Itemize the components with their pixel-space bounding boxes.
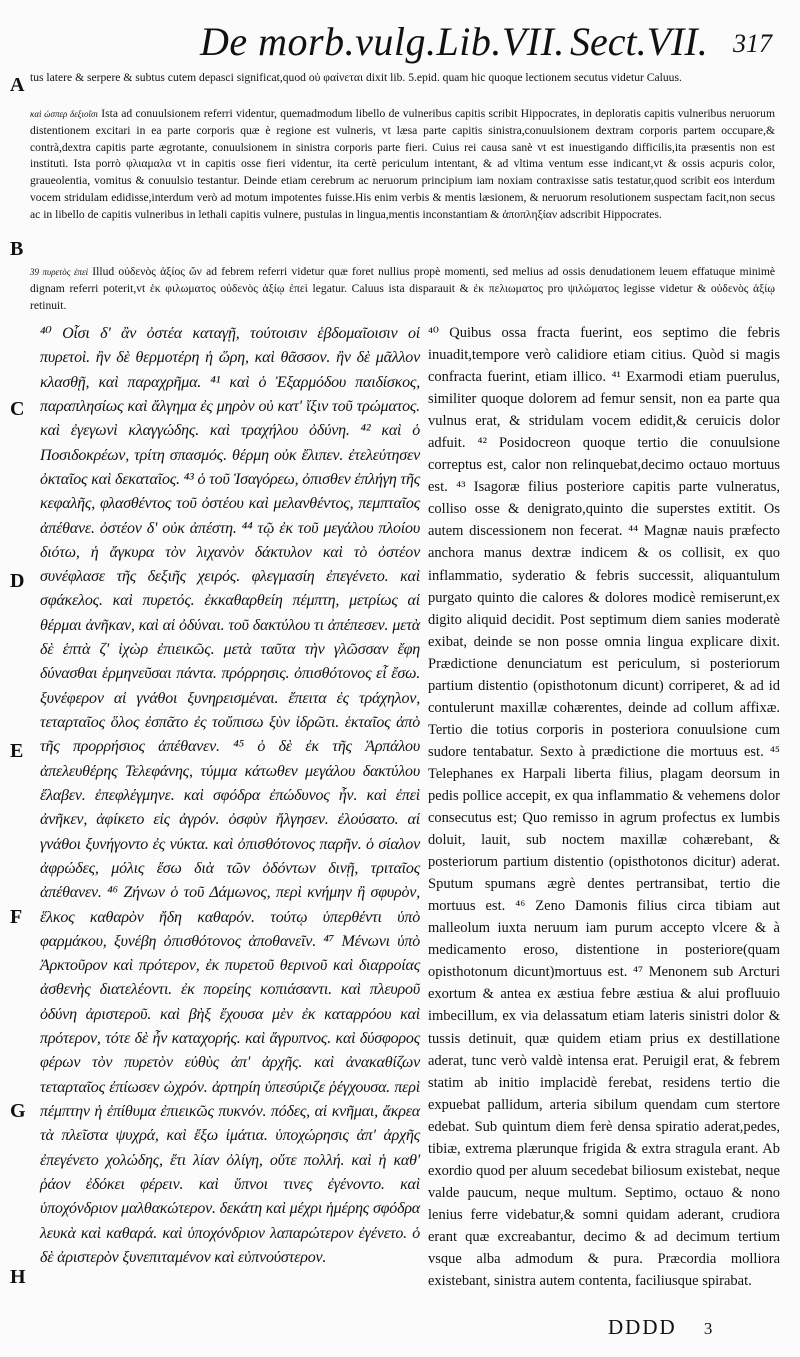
section-label: Sect.VII. (570, 19, 708, 64)
margin-letter-a: A (10, 74, 25, 96)
note-39-lemma: 39 πυρετὸς ἐπεὶ (30, 267, 89, 277)
margin-letter-b: B (10, 238, 24, 260)
greek-text: ⁴⁰ Οἷσι δ' ἂν ὀστέα καταγῇ, τούτοισιν ἑβδομαῖοισιν οἱ πυρετοὶ. ἢν δὲ θερμοτέρη ἡ ὥρη, καὶ θᾶσσον. ἢν δὲ μᾶλλον κλασθῇ, καὶ παραχρῆμα. ⁴¹ καὶ ὁ Ἐξαρμόδου παιδίσκος, παραπλησίως καὶ ἄλγημα ἐς μηρὸν οὐ κατ' ἴξιν τοῦ τρώματος. καὶ ἐγεγωνὶ κλαγγώδης. καὶ τραχήλου ὀδύνη. ⁴² καὶ ὁ Ποσιδοκρέων, τρίτη σπασμός. θέρμη οὐκ ἔλιπεν. ἐτελεύτησεν ὀκταῖος καὶ δεκαταῖος. ⁴³ ὁ τοῦ Ἰσαγόρεω, ὀπισθεν ἐπλήγη τῆς κεφαλῆς, φλασθέντος τοῦ ὀστέου καὶ μελανθέντος, πεμπταῖος ἀπέθανε. ὀστέον δ' οὐκ ἀπέστη. ⁴⁴ τῷ ἐκ τοῦ μεγάλου πλοίου διότω, ἡ ἄγκυρα τὸν λιχανὸν δάκτυλον καὶ τὸ ὀστέον συνέφλασε τῆς δεξιῆς χειρός. φλεγμασίη ἐπεγένετο. καὶ σφάκελος. καὶ πυρετός. ἐκκαθαρθείη πέμπτη, μετρίως αἱ θέρμαι ἀνῆκαν, καὶ αἱ ὀδύναι. τοῦ δακτύλου τι ἀπέπεσεν. μετὰ δὲ ἑπτὰ ζ' ἰχὼρ ἐπιεικῶς. μετὰ ταῦτα τὴν γλῶσσαν ἔφη δύνασθαι ἑρμηνεῦσαι πάντα. πρόρρησις. ὀπισθότονος εἶ ἔσω. ξυνέφερον αἱ γνάθοι ξυνηρεισμέναι. ἔπειτα ἐς τράχηλον, τεταρταῖος ὅλος ἐσπᾶτο ἐς τοὔπισω ξὺν ἱδρῶτι. ἑκταῖος ἀπὸ τῆς προρρήσιος ἀπέθανεν. ⁴⁵ ὁ δὲ ἐκ τῆς Ἁρπάλου ἀπελευθέρης Τελεφάνης, τύμμα κάτωθεν μεγάλου δακτύλου ἔλαβεν. ἐπεφλέγμηνε. καὶ σφόδρα ἐπώδυνος ἦν. καὶ ἐπεὶ ἀνῆκεν, ἀφίκετο εἰς ἀγρόν. ὀσφὺν ἤλγησεν. ἐλούσατο. αἱ γνάθοι ξυνήγοντο ἐς νύκτα. καὶ ὀπισθότονος παρῆν. ὁ σίαλον ἀφρώδες, μόλις ἔσω διὰ τῶν ὀδόντων δινῇ, τριταῖος ἀπέθανεν. ⁴⁶ Ζήνων ὁ τοῦ Δάμωνος, περὶ κνήμην ἢ σφυρὸν, ἕλκος καθαρὸν ἤδη καθαρόν. τούτῳ ὑπερθέντι ὑπὸ φαρμάκου, ξυνέβη ὀπισθότονος ἀποθανεῖν. ⁴⁷ Μένωνι ὑπὸ Ἀρκτοῦρον καὶ πρότερον, ἐκ πυρετοῦ θερινοῦ καὶ διαρροίας ἀσθενὴς διατελέοντι. ἐκ πορείης κοπιάσαντι. καὶ πλευροῦ ὀδύνη ἀριστεροῦ. καὶ βὴξ ἔχουσα μὲν ἐκ καταρρόου καὶ πρότερον, τότε δὲ ἦν καταχορής. καὶ ἄγρυπνος. καὶ δύσφορος φέρων τὸν πυρετὸν εὐθὺς ἀπ' ἀρχῆς. καὶ ἀνακαθίζων τεταρταῖος ἐπίωσεν ὠχρόν. ἀρτηρίη ὑπεσύριζε ῥέγχουσα. περὶ πέμπτην ἡ ἐπίθυμα ἐπιεικῶς πυκνόν. πόδες, αἱ κνῆμαι, ἄκρεα τὰ πλεῖστα ψυχρά, καὶ ἔξω ἱμάτια. ὑποχώρησις ἀπ' ἀρχῆς ἐπεγένετο χολώδης, ἔτι λίαν ὀλίγη, οὔτε πολλή. καὶ ἡ καθ' ῥάον ἐδόκει φέρειν. καὶ ὕπνοι τινες ἐγένοντο. καὶ ὑποχόνδριον μαλθακώτερον. δεκάτη καὶ μέχρι ἡμέρης σφόδρα λευκὰ καὶ καθαρά. καὶ ὑποχόνδριον λαπαρώτερον ἐγένετο. ὁ δὲ ἀριστερὸν ξυνεπιταμένον καὶ εὐπνούστερον. (40, 325, 420, 1266)
margin-letter-d: D (10, 570, 25, 592)
commentary-intro-text: tus latere & serpere & subtus cutem depasci significat,quod οὐ φαίνεται dixit lib. 5.epid. quam hic quoque lectionem secutus videtur Caluus. (30, 71, 682, 84)
note-38-text: Ista ad conuulsionem referri videntur, quemadmodum libello de vulneribus capitis scribit Hippocrates, in deploratis capitis vulneribus neruorum distentionem excitari in ea parte corporis quæ è regione est vulneris, vt læsa parte capitis sinistra,conuulsionem dextram corporis partem occupare,& contrà,dextra capitis parte ægrotante, conuulsionem in sinistra corporis parte fieri. Cuius rei causa sanè vt est inuestigando difficilis,ita præsentis non est instituti. Ista porrò φλιαμαλα vt in capitis osse fieri videntur, ita certè periculum intentant, & ad vltima ventum esse indicant,vt & ossis acpuris color, graueolentia, vomitus & conuulsio testantur. Deinde etiam cerebrum ac neruorum principium iam noxiam contraxisse satis testatur,quod scribit eos interdum vocem stridulam edidisse,interdum verò ad motum impotentes fuisse.His enim verbis & mentis læsionem, & neruorum resolutionem suspectam facit,non secus ac in libello de capitis vulneribus in lethali capitis vulnere, pustulas in lingua,mentis inconstantiam & ἀπoπληξίαν adscribit Hippocrates. (30, 107, 775, 221)
margin-letter-f: F (10, 906, 23, 928)
folio-number: 3 (703, 1319, 713, 1338)
page-footer (608, 1312, 788, 1342)
margin-letter-c: C (10, 398, 25, 420)
margin-letter-g: G (10, 1100, 26, 1122)
running-title: De morb.vulg.Lib.VII. (200, 19, 565, 64)
running-header (200, 18, 790, 68)
commentary-intro (30, 70, 775, 87)
margin-letter-e: E (10, 740, 24, 762)
margin-letter-h: H (10, 1266, 26, 1288)
signature-mark: DDDD (608, 1315, 677, 1339)
commentary-note-38 (30, 106, 775, 224)
page-number: 317 (733, 29, 772, 58)
note-38-lemma: καὶ ὡσπερ δεξιοῖσι (30, 109, 98, 119)
greek-text-column (40, 322, 420, 1270)
commentary-note-39 (30, 264, 775, 314)
note-39-text: Illud οὐδενὸς ἀξίος ὤν ad febrem referri videtur quæ foret nullius propè momenti, sed melius ad ossis denudationem leuem effatuque minimè dignam referri poterit,vt ἐκ φιλωματος οὐδενὸς ἀξίῳ ἐπεὶ legatur. Caluus ista disparauit & ἐκ πελιωματος pro ψιλώματος legisse videtur & οὐδενὸς ἀξίῳ retinuit. (30, 265, 776, 312)
latin-text-column (428, 322, 780, 1292)
latin-text: ⁴⁰ Quibus ossa fracta fuerint, eos septimo die febris inuadit,tempore verò calidiore etiam citius. Quòd si magis confracta fuerint, etiam illico. ⁴¹ Exarmodi etiam puerulus, similiter quoque dolorem ad femur sensit, non ea parte qua vulnus erat, & stridulam vocem edidit,& ceruicis dolor adfuit. ⁴² Posidocreon quoque tertio die conuulsione correptus est, calor non relinquebat,decimo octauo mortuus est. ⁴³ Isagoræ filius posteriore capitis parte vulneratus, colliso osse & denigrato,quinto die superstes extitit. Os autem discessionem non fecerat. ⁴⁴ Magnæ nauis præfecto anchora manus dextræ indicem & os collisit, ex quo inflammatio, syderatio & febris successit, aliquantulum purgato quinto die calores & dolores modicè remiserunt,ex digito aliquid decidit. Post septimum diem sanies moderatè exibat, deinde se non posse omnia lingua explicare dixit. Prædictione denunciatum est periculum, si posteriorum partium distentio (opisthotonum dicunt) corriperet, & ad id contulerunt maxillæ cohærentes, deinde ad collum affixæ. Tertio die totius corporis in posteriora conuulsione cum sudore tentabatur. Sexto à prædictione die mortuus est. ⁴⁵ Telephanes ex Harpali liberta filius, plagam deorsum in pedis pollice accepit, ex qua inflammatio & vehemens dolor consecutus est; Quo remisso in agrum profectus ex lumbis doluit, lauit, sub noctem maxillæ cohærebant, & posteriorum partium distentio (opisthotonos dicitur) aderat. Sputum spumans ægrè dentes pertransibat, tertio die mortuus est. ⁴⁶ Zeno Damonis filius circa tibiam aut malleolum iuxta neruum iam purum accepto vlcere & à medicamento eroso, distentione in posteriore(quam opisthotonum dicunt)mortuus est. ⁴⁷ Menonem sub Arcturi exortum & antea ex æstiua febre æstiua & alui profluuio imbecillum, ex via delassatum etiam lateris sinistri dolor & tussis detinuit, quæ quidem etiam prius ex destillatione aderat, tunc verò valdè intensa erat. Peruigil erat, & febrem statim ab initio implacidè ferebat, residens tertio die expuebat pallidum, arteria sibilum quendam cum stertore edebat. Sub quintum diem ferè densa spiratio aderat,pedes, tibiæ, extrema plærunque frigida & extra stragula erant. Ab exordio quod per aluum secedebat biliosum existebat, neque valde paucum, neque multum. Septimo, octauo & nono lenius ferre videbatur,& somni quidam aderant, crudiora erant quæ excreabantur, decimo & ad decimum tertium vsque alba admodum & pura. Præcordia molliora existebant, sinistra autem contenta, faciliusque spirabat. (428, 325, 780, 1290)
